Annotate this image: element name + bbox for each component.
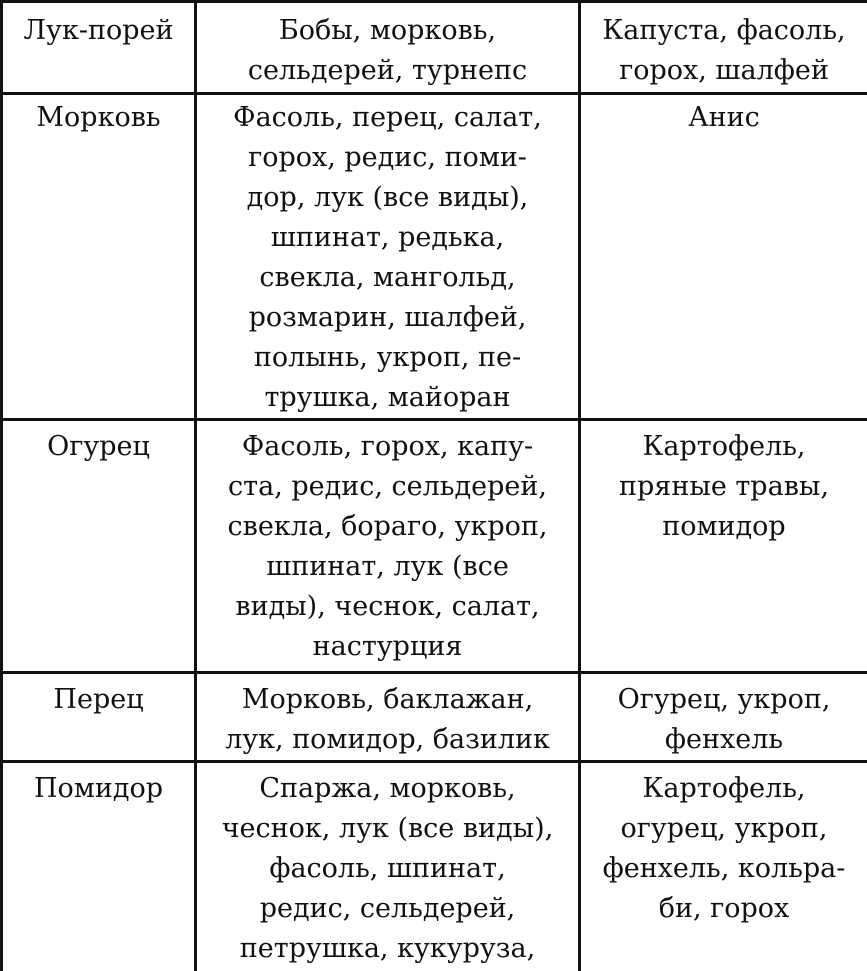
good-neighbors-line: Бобы, морковь, bbox=[278, 15, 497, 46]
good-neighbors-cell bbox=[196, 673, 580, 762]
table-row bbox=[2, 2, 867, 94]
good-neighbors-line: петрушка, кукуруза, bbox=[239, 933, 536, 964]
bad-neighbors-line: Огурец, укроп, bbox=[617, 684, 831, 715]
good-neighbors-line: виды), чеснок, салат, bbox=[235, 591, 540, 622]
bad-neighbors-cell bbox=[580, 2, 867, 94]
plant-name: Лук-порей bbox=[23, 15, 174, 46]
plant-cell bbox=[2, 2, 196, 94]
plant-cell bbox=[2, 420, 196, 673]
bad-neighbors-line: Картофель, bbox=[642, 773, 806, 804]
bad-neighbors-line: Капуста, фасоль, bbox=[602, 15, 846, 46]
good-neighbors-cell bbox=[196, 94, 580, 420]
good-neighbors-line: дор, лук (все виды), bbox=[246, 182, 529, 213]
bad-neighbors-line: би, горох bbox=[658, 893, 790, 924]
good-neighbors-line: редис, сельдерей, bbox=[259, 893, 516, 924]
table-row bbox=[2, 673, 867, 762]
plant-name: Огурец bbox=[47, 431, 150, 462]
bad-neighbors-cell bbox=[580, 420, 867, 673]
good-neighbors-line: горох, редис, поми- bbox=[248, 142, 527, 173]
good-neighbors-line: шпинат, редька, bbox=[270, 222, 505, 253]
good-neighbors-line: сельдерей, турнепс bbox=[247, 55, 528, 86]
good-neighbors-line: Фасоль, горох, капу- bbox=[241, 431, 534, 462]
good-neighbors-line: фасоль, шпинат, bbox=[269, 853, 506, 884]
bad-neighbors-line: огурец, укроп, bbox=[620, 813, 828, 844]
good-neighbors-line: полынь, укроп, пе- bbox=[253, 342, 522, 373]
bad-neighbors-cell bbox=[580, 673, 867, 762]
plant-cell bbox=[2, 762, 196, 971]
table-row bbox=[2, 762, 867, 971]
plant-name: Морковь bbox=[36, 102, 161, 133]
table-row bbox=[2, 94, 867, 420]
good-neighbors-line: шпинат, лук (все bbox=[266, 551, 509, 582]
bad-neighbors-line: горох, шалфей bbox=[619, 55, 829, 86]
good-neighbors-cell bbox=[196, 762, 580, 971]
good-neighbors-line: чеснок, лук (все виды), bbox=[221, 813, 554, 844]
bad-neighbors-line: фенхель bbox=[664, 724, 784, 755]
good-neighbors-line: свекла, бораго, укроп, bbox=[227, 511, 548, 542]
bad-neighbors-line: фенхель, кольра- bbox=[602, 853, 846, 884]
good-neighbors-line: Спаржа, морковь, bbox=[259, 773, 516, 804]
good-neighbors-line: трушка, майоран bbox=[264, 382, 511, 413]
table-row bbox=[2, 420, 867, 673]
bad-neighbors-cell bbox=[580, 762, 867, 971]
good-neighbors-line: розмарин, шалфей, bbox=[248, 302, 527, 333]
plant-name: Помидор bbox=[34, 773, 163, 804]
bad-neighbors-line: пряные травы, bbox=[619, 471, 829, 502]
plant-cell bbox=[2, 94, 196, 420]
plant-name: Перец bbox=[53, 684, 144, 715]
good-neighbors-line: свекла, мангольд, bbox=[259, 262, 516, 293]
good-neighbors-cell bbox=[196, 420, 580, 673]
plant-cell bbox=[2, 673, 196, 762]
bad-neighbors-cell bbox=[580, 94, 867, 420]
bad-neighbors-line: Картофель, bbox=[642, 431, 806, 462]
good-neighbors-cell bbox=[196, 2, 580, 94]
good-neighbors-line: лук, помидор, базилик bbox=[225, 724, 550, 755]
good-neighbors-line: ста, редис, сельдерей, bbox=[228, 471, 547, 502]
good-neighbors-line: настурция bbox=[312, 631, 463, 662]
bad-neighbors-line: помидор bbox=[662, 511, 786, 542]
bad-neighbors-line: Анис bbox=[688, 102, 760, 133]
good-neighbors-line: Фасоль, перец, салат, bbox=[233, 102, 542, 133]
good-neighbors-line: Морковь, баклажан, bbox=[241, 684, 534, 715]
